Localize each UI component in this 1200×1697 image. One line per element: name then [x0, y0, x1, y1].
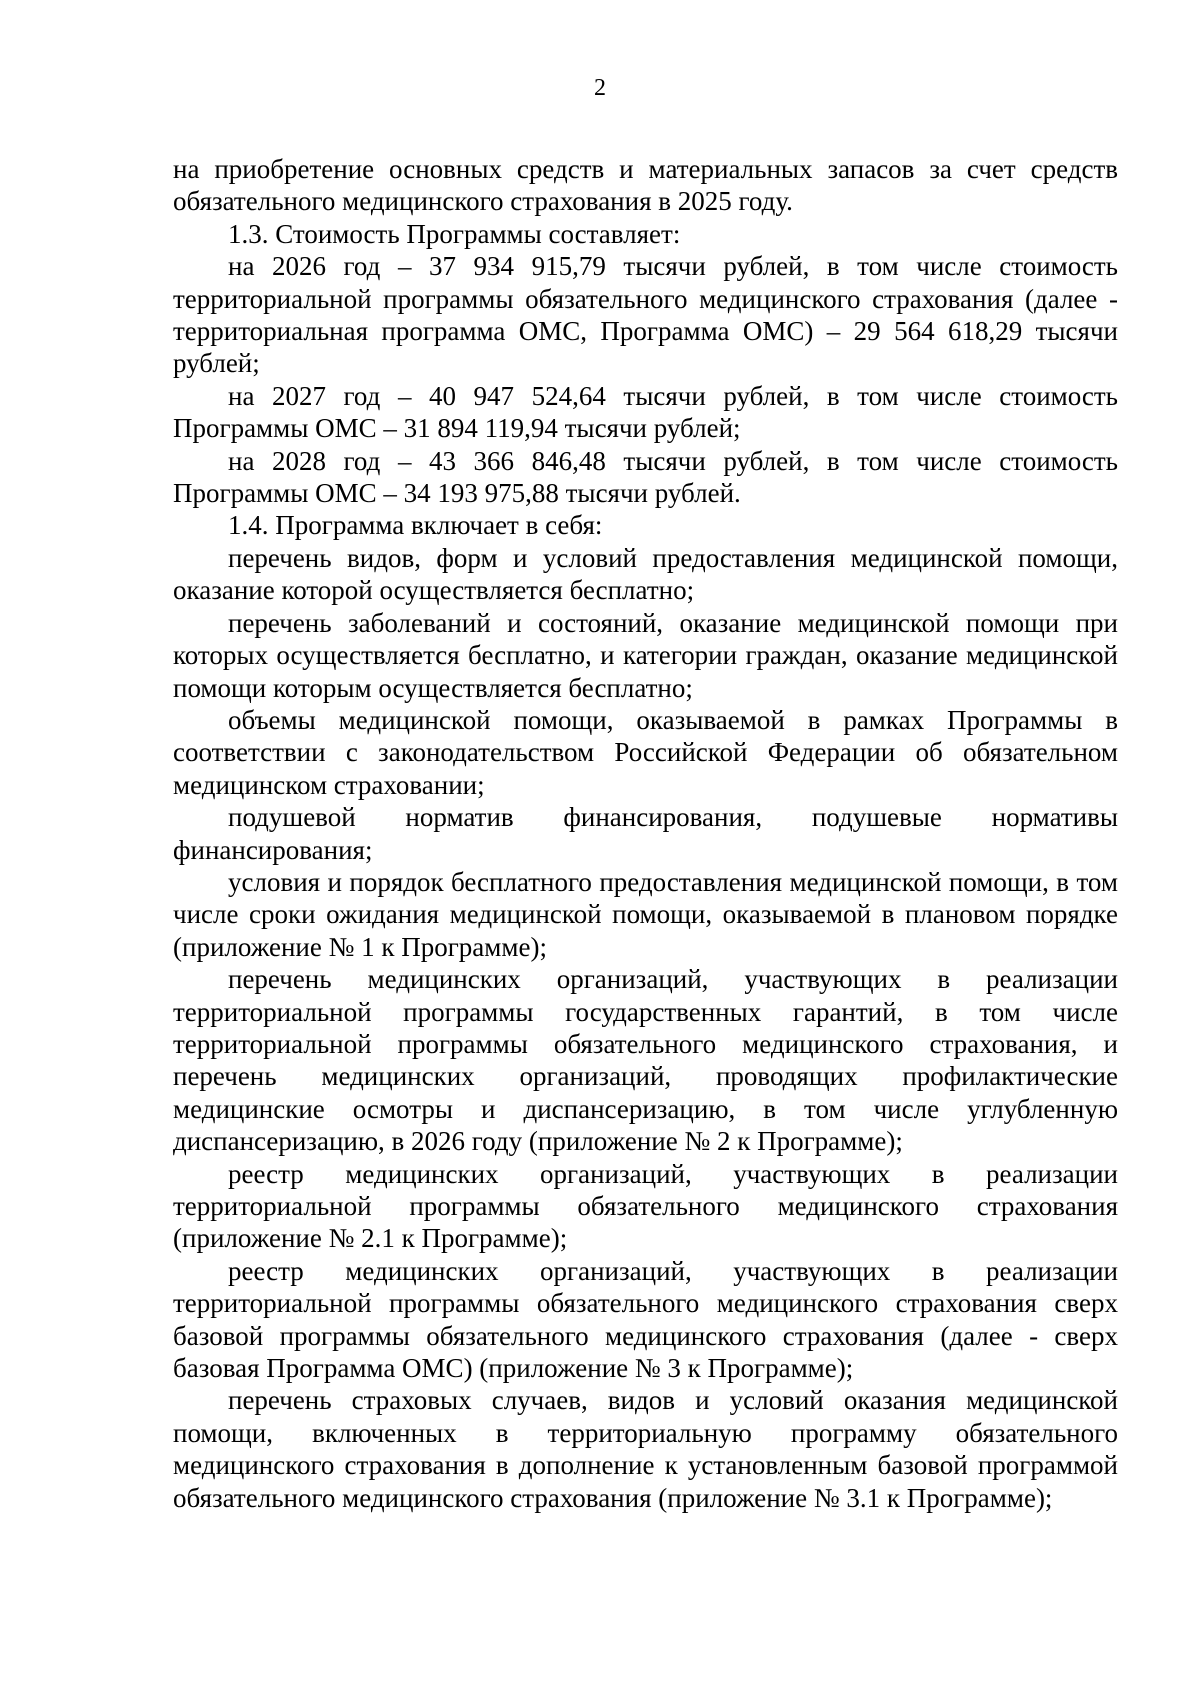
list-item-registry-above-base: реестр медицинских организаций, участвующих в реализации территориальной программы обязательного медицинского страхования сверх базовой программы обязательного медицинского страхования (далее - сверх базовая Программа ОМС) (приложение № 3 к Программе);: [173, 1255, 1118, 1384]
list-item-insured-events: перечень страховых случаев, видов и условий оказания медицинской помощи, включенных в территориальную программу обязательного медицинского страхования в дополнение к установленным базовой программой обязательного медицинского страхования (приложение № 3.1 к Программе);: [173, 1385, 1118, 1513]
page-number: 2: [594, 75, 606, 101]
document-body: [173, 153, 1118, 1514]
list-item-types-forms-conditions: перечень видов, форм и условий предоставления медицинской помощи, оказание которой осуществляется бесплатно;: [173, 542, 1118, 606]
paragraph-program-cost-heading: 1.3. Стоимость Программы составляет:: [228, 218, 681, 249]
list-item-diseases-categories: перечень заболеваний и состояний, оказание медицинской помощи при которых осуществляется бесплатно, и категории граждан, оказание медицинской помощи которым осуществляется бесплатно;: [173, 607, 1118, 703]
paragraph-cost-2028: на 2028 год – 43 366 846,48 тысячи рублей, в том числе стоимость Программы ОМС – 34 193 975,88 тысячи рублей.: [173, 445, 1118, 509]
list-item-volumes: объемы медицинской помощи, оказываемой в рамках Программы в соответствии с законодательством Российской Федерации об обязательном медицинском страховании;: [173, 704, 1118, 800]
paragraph-continuation: на приобретение основных средств и материальных запасов за счет средств обязательного медицинского страхования в 2025 году.: [173, 154, 1118, 217]
paragraph-cost-2026: на 2026 год – 37 934 915,79 тысячи рублей, в том числе стоимость территориальной программы обязательного медицинского страхования (далее - территориальная программа ОМС, Программа ОМС) – 29 564 618,29 тысячи рублей;: [173, 251, 1118, 379]
paragraph-program-includes-heading: 1.4. Программа включает в себя:: [228, 510, 603, 541]
list-item-medical-organizations-list: перечень медицинских организаций, участвующих в реализации территориальной программы государственных гарантий, в том числе территориальной программы обязательного медицинского страхования, и перечень медицинских организаций, проводящих профилактические медицинские осмотры и диспансеризацию, в том числе углубленную диспансеризацию, в 2026 году (приложение № 2 к Программе);: [173, 964, 1118, 1157]
paragraph-cost-2027: на 2027 год – 40 947 524,64 тысячи рублей, в том числе стоимость Программы ОМС – 31 894 119,94 тысячи рублей;: [173, 380, 1118, 444]
list-item-registry-oms: реестр медицинских организаций, участвующих в реализации территориальной программы обязательного медицинского страхования (приложение № 2.1 к Программе);: [173, 1158, 1118, 1254]
list-item-per-capita-norms: подушевой норматив финансирования, подушевые нормативы финансирования;: [173, 802, 1118, 865]
list-item-conditions-procedure: условия и порядок бесплатного предоставления медицинской помощи, в том числе сроки ожидания медицинской помощи, оказываемой в плановом порядке (приложение № 1 к Программе);: [173, 866, 1118, 962]
